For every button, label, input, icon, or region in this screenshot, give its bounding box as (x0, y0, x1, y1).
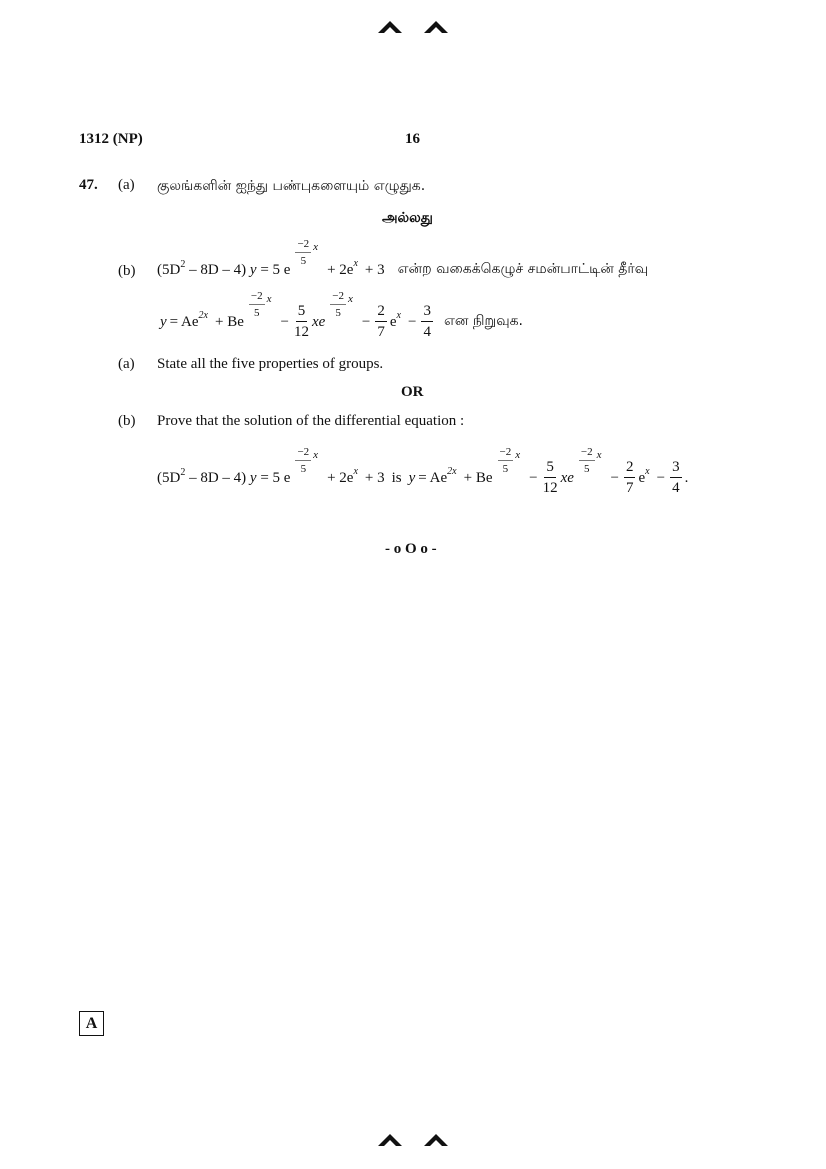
fraction (375, 304, 387, 340)
question-number: 47. (79, 177, 98, 193)
english-b-label: (b) (118, 413, 136, 429)
eq-sup: x (645, 465, 650, 477)
english-or: OR (401, 384, 424, 400)
exponent (247, 291, 272, 319)
english-b-equation (157, 446, 691, 500)
eq-var: y (249, 469, 257, 486)
frac-den: 5 (335, 307, 341, 319)
frac-num: −2 (295, 447, 311, 461)
frac-den: 7 (377, 324, 385, 340)
version-box: A (79, 1011, 104, 1036)
frac-num: −2 (579, 447, 595, 461)
fraction (294, 304, 309, 340)
eq-sup: 2x (447, 465, 457, 477)
exponent (496, 447, 521, 475)
eq-sup: x (353, 257, 358, 269)
frac-num: −2 (330, 291, 346, 305)
exp-var: x (313, 448, 319, 461)
eq-var: y (249, 261, 257, 278)
registration-mark-bottom (378, 1133, 452, 1147)
frac-den: 5 (584, 463, 590, 475)
eq-text: − (529, 469, 538, 486)
exponent (293, 239, 318, 267)
eq-text: − (656, 469, 666, 486)
fraction (624, 460, 636, 496)
english-a-text: State all the five properties of groups. (157, 356, 384, 372)
exp-var: x (348, 292, 353, 305)
end-mark: - o O o - (385, 541, 437, 557)
english-b-text: Prove that the solution of the differential equation : (157, 413, 465, 429)
eq-text: = Ae (418, 469, 448, 486)
exponent (328, 291, 353, 319)
eq-text: – 8D – 4) (189, 261, 247, 278)
tamil-or: அல்லது (382, 210, 433, 226)
frac-den: 5 (300, 463, 307, 475)
eq-text: − (610, 469, 619, 486)
eq-text: = Ae (169, 313, 199, 330)
exp-var: x (596, 448, 602, 461)
eq-text: = 5 e (260, 261, 291, 278)
page-number: 16 (405, 131, 420, 147)
frac-num: 5 (544, 460, 556, 478)
frac-num: 5 (296, 304, 308, 322)
registration-mark-top (378, 20, 452, 34)
frac-den: 7 (625, 480, 634, 496)
frac-den: 4 (672, 480, 680, 496)
eq-text: xe (311, 313, 326, 330)
eq-text: − (407, 313, 417, 330)
eq-sup: x (396, 309, 401, 321)
tamil-b-text: என்ற வகைக்கெழுச் சமன்பாட்டின் தீர்வு (397, 261, 649, 277)
frac-num: −2 (249, 291, 265, 305)
tamil-b-label: (b) (118, 263, 136, 279)
eq-text: + 2e (327, 469, 354, 486)
tamil-a-text: குலங்களின் ஐந்து பண்புகளையும் எழுதுக. (157, 178, 426, 194)
frac-num: 3 (421, 304, 433, 322)
eq-text: − (280, 313, 289, 330)
exponent (577, 447, 602, 475)
eq-text: + Be (463, 469, 493, 486)
tamil-b-solution (160, 290, 526, 344)
frac-den: 5 (300, 255, 307, 267)
fraction (543, 460, 558, 496)
eq-var: y (408, 469, 416, 486)
frac-den: 4 (423, 324, 431, 340)
eq-text: xe (560, 469, 574, 486)
eq-text: (5D (157, 469, 181, 486)
frac-num: 2 (624, 460, 636, 478)
english-a-label: (a) (118, 356, 135, 372)
tamil-b-text2: என நிறுவுக. (443, 313, 524, 329)
eq-sup: 2x (198, 309, 208, 321)
eq-text: e (638, 469, 646, 486)
exponent (293, 447, 318, 475)
eq-sup: 2 (180, 466, 186, 478)
tamil-b-equation (157, 238, 651, 288)
frac-den: 12 (542, 480, 558, 496)
frac-num: −2 (498, 447, 514, 461)
eq-text: (5D (157, 261, 181, 278)
eq-var: y (160, 313, 167, 330)
eq-text: + 3 (364, 469, 385, 486)
eq-sup: 2 (180, 258, 186, 270)
paper-code: 1312 (NP) (79, 131, 143, 147)
frac-den: 5 (502, 463, 509, 475)
tamil-a-label: (a) (118, 177, 135, 193)
eq-text: is (391, 469, 402, 486)
fraction (421, 304, 433, 340)
frac-den: 5 (253, 307, 260, 319)
exp-var: x (515, 448, 521, 461)
eq-text: + 2e (327, 261, 354, 278)
eq-sup: x (353, 465, 358, 477)
eq-text: – 8D – 4) (189, 469, 247, 486)
fraction (670, 460, 682, 496)
eq-text: − (361, 313, 371, 330)
frac-den: 12 (293, 324, 309, 340)
exp-var: x (266, 292, 272, 305)
frac-num: 3 (670, 460, 682, 478)
eq-text: + 3 (364, 261, 385, 278)
eq-text: + Be (215, 313, 244, 330)
frac-num: 2 (375, 304, 387, 322)
eq-text: = 5 e (260, 469, 291, 486)
frac-num: −2 (295, 239, 311, 253)
exp-var: x (313, 240, 319, 253)
eq-text: . (684, 469, 689, 486)
eq-text: e (389, 313, 397, 330)
